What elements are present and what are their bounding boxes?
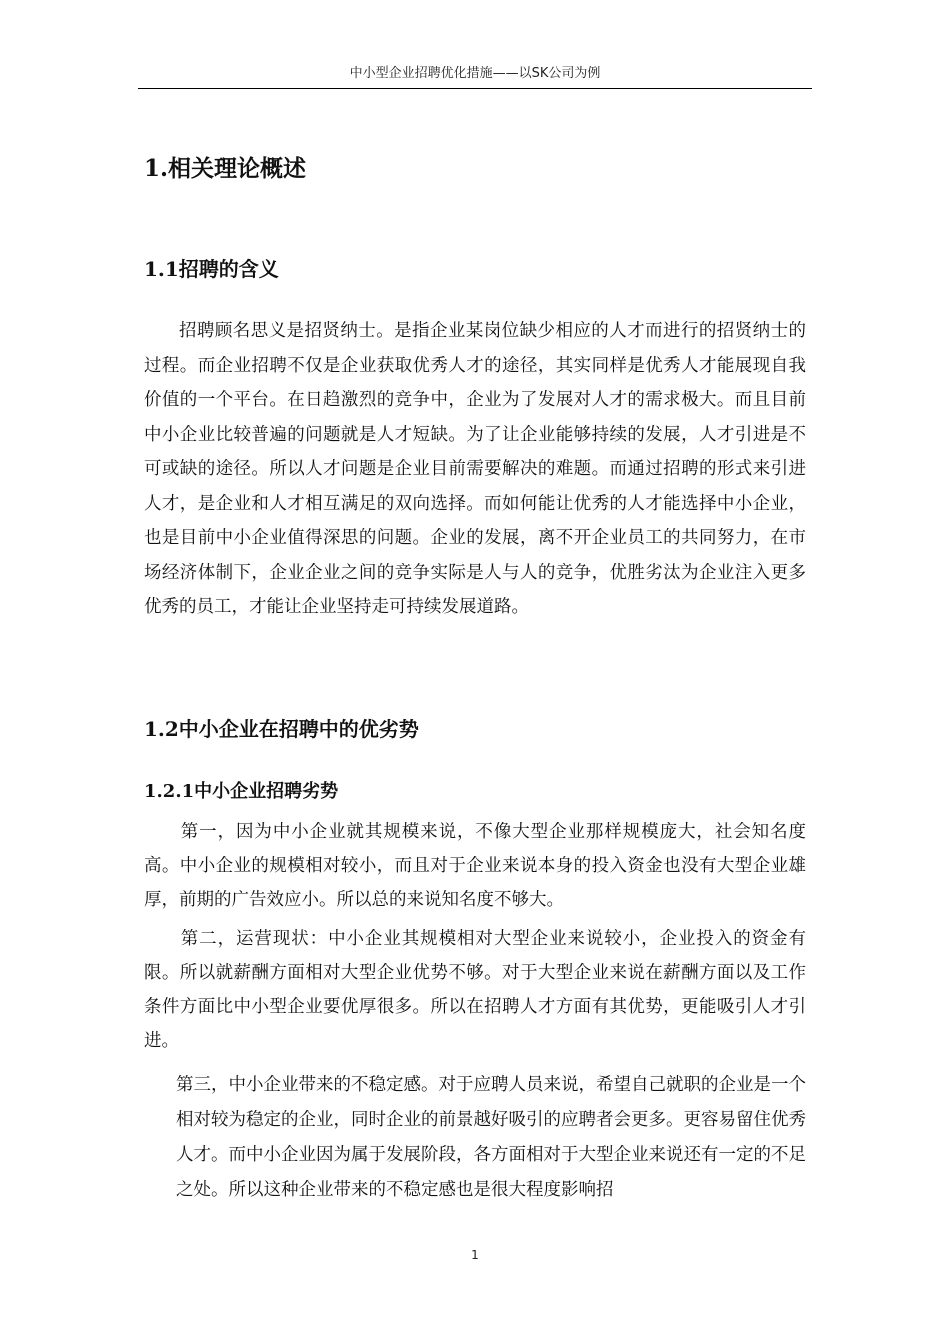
page-number: 1 [471, 1248, 479, 1262]
paragraph-disadvantage-2: 第二，运营现状：中小企业其规模相对大型企业来说较小，企业投入的资金有限。所以就薪酬方面相对大型企业优势不够。对于大型企业来说在薪酬方面以及工作条件方面比中小型企业要优厚很多。所以在招聘人才方面有其优势，更能吸引人才引进。 [144, 929, 806, 1051]
paragraph-recruitment-meaning: 招聘顾名思义是招贤纳士。是指企业某岗位缺少相应的人才而进行的招贤纳士的过程。而企业招聘不仅是企业获取优秀人才的途径，其实同样是优秀人才能展现自我价值的一个平台。在日趋激烈的竞争中，企业为了发展对人才的需求极大。而且目前中小企业比较普遍的问题就是人才短缺。为了让企业能够持续的发展，人才引进是不可或缺的途径。所以人才问题是企业目前需要解决的难题。而通过招聘的形式来引进人才，是企业和人才相互满足的双向选择。而如何能让优秀的人才能选择中小企业，也是目前中小企业值得深思的问题。企业的发展，离不开企业员工的共同努力，在市场经济体制下，企业企业之间的竞争实际是人与人的竞争，优胜劣汰为企业注入更多优秀的员工，才能让企业坚持走可持续发展道路。 [144, 321, 806, 617]
chapter-title: 1.相关理论概述 [144, 155, 307, 182]
section-title-1-2: 1.2中小企业在招聘中的优劣势 [144, 717, 419, 741]
paragraph-disadvantage-1: 第一，因为中小企业就其规模来说，不像大型企业那样规模庞大，社会知名度高。中小企业的规模相对较小，而且对于企业来说本身的投入资金也没有大型企业雄厚，前期的广告效应小。所以总的来说知名度不够大。 [144, 822, 806, 910]
running-header: 中小型企业招聘优化措施——以SK公司为例 [138, 64, 812, 89]
section-title-1-1: 1.1招聘的含义 [144, 257, 279, 281]
paragraph-disadvantage-3: 第三，中小企业带来的不稳定感。对于应聘人员来说，希望自己就职的企业是一个相对较为稳定的企业，同时企业的前景越好吸引的应聘者会更多。更容易留住优秀人才。而中小企业因为属于发展阶段，各方面相对于大型企业来说还有一定的不足之处。所以这种企业带来的不稳定感也是很大程度影响招 [176, 1075, 806, 1200]
subsection-title-1-2-1: 1.2.1中小企业招聘劣势 [144, 781, 339, 802]
